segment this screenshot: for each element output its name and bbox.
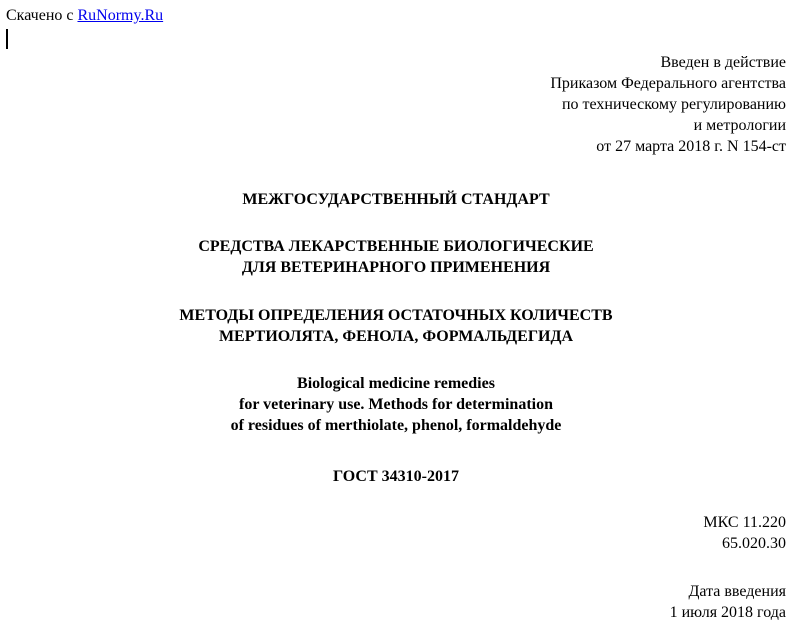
introduction-label: Дата введения [688, 583, 786, 600]
title-en-line: Biological medicine remedies [297, 375, 495, 392]
title-ru-line: МЕТОДЫ ОПРЕДЕЛЕНИЯ ОСТАТОЧНЫХ КОЛИЧЕСТВ [179, 307, 613, 324]
title-ru-line: ДЛЯ ВЕТЕРИНАРНОГО ПРИМЕНЕНИЯ [241, 259, 551, 276]
title-ru-part2 [0, 305, 792, 347]
source-prefix: Скачено с [6, 7, 78, 24]
approval-line: по техническому регулированию [561, 96, 786, 113]
source-line [6, 6, 163, 26]
gost-number-text: ГОСТ 34310-2017 [333, 468, 459, 485]
mks-block [703, 512, 786, 554]
standard-type-heading [0, 189, 792, 210]
text-cursor [6, 29, 8, 49]
introduction-date-block [670, 581, 786, 623]
mks-code: 65.020.30 [722, 535, 786, 552]
mks-code: МКС 11.220 [703, 514, 786, 531]
approval-line: от 27 марта 2018 г. N 154-ст [596, 138, 786, 155]
standard-type-text: МЕЖГОСУДАРСТВЕННЫЙ СТАНДАРТ [242, 191, 550, 208]
approval-block [550, 52, 786, 157]
introduction-date: 1 июля 2018 года [669, 604, 786, 621]
approval-line: и метрологии [693, 117, 786, 134]
source-link[interactable]: RuNormy.Ru [77, 7, 164, 24]
title-ru-part1 [0, 236, 792, 278]
title-ru-line: МЕРТИОЛЯТА, ФЕНОЛА, ФОРМАЛЬДЕГИДА [218, 328, 574, 345]
title-ru-line: СРЕДСТВА ЛЕКАРСТВЕННЫЕ БИОЛОГИЧЕСКИЕ [198, 238, 594, 255]
gost-number [0, 466, 792, 487]
title-en-line: of residues of merthiolate, phenol, formaldehyde [230, 417, 562, 434]
title-en [0, 373, 792, 436]
approval-line: Введен в действие [660, 54, 786, 71]
title-en-line: for veterinary use. Methods for determination [238, 396, 553, 413]
approval-line: Приказом Федерального агентства [550, 75, 786, 92]
